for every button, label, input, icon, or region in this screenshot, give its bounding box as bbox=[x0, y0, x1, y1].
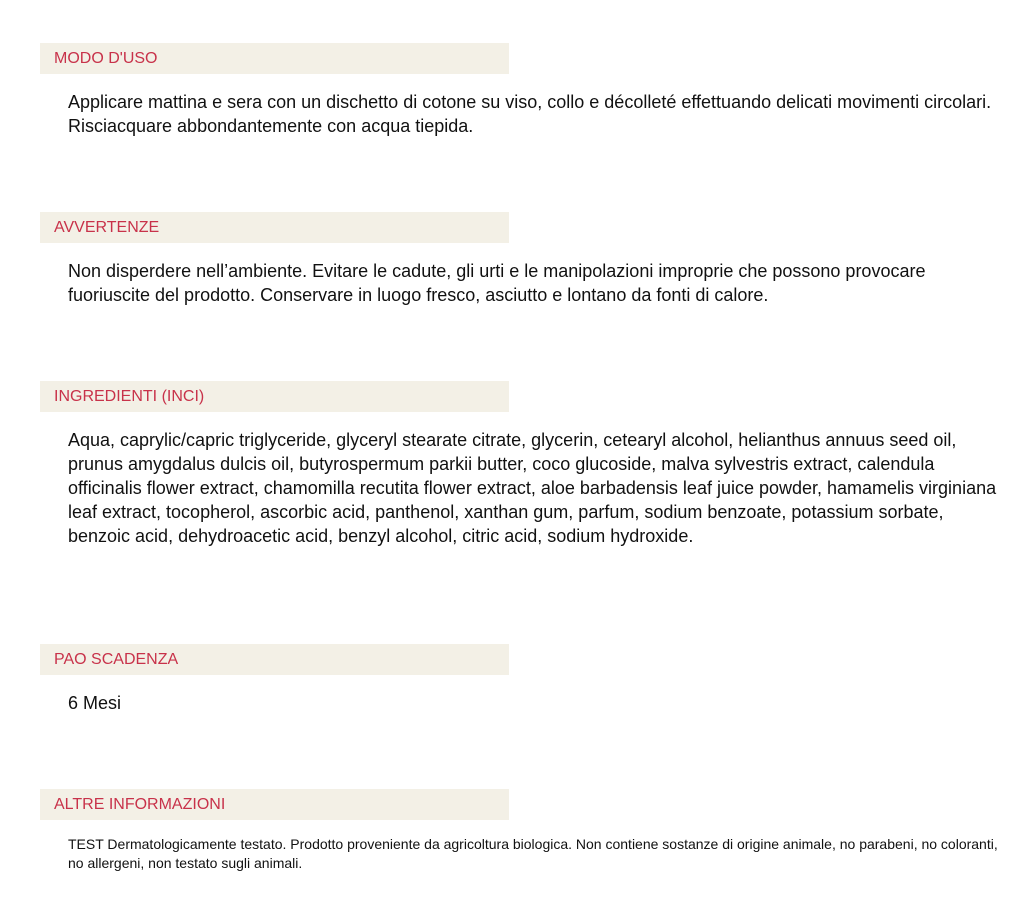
section-text-altre-informazioni: TEST Dermatologicamente testato. Prodotto proveniente da agricoltura biologica. Non contiene sostanze di origine animale, no parabeni, no coloranti, no allergeni, non testato sugli animali. bbox=[68, 836, 998, 871]
section-title-altre-informazioni: ALTRE INFORMAZIONI bbox=[40, 789, 509, 820]
section-text-avvertenze: Non disperdere nell’ambiente. Evitare le cadute, gli urti e le manipolazioni improprie che possono provocare fuoriuscite del prodotto. Conservare in luogo fresco, asciutto e lontano da fonti di calore. bbox=[68, 261, 926, 305]
section-title-ingredienti: INGREDIENTI (INCI) bbox=[40, 381, 509, 412]
section-text-modo-uso: Applicare mattina e sera con un dischetto di cotone su viso, collo e décolleté effettuando delicati movimenti circolari. Risciacquare abbondantemente con acqua tiepida. bbox=[68, 92, 992, 136]
section-title-avvertenze: AVVERTENZE bbox=[40, 212, 509, 243]
section-title-modo-uso: MODO D'USO bbox=[40, 43, 509, 74]
section-title-pao-scadenza: PAO SCADENZA bbox=[40, 644, 509, 675]
section-text-ingredienti: Aqua, caprylic/capric triglyceride, glyceryl stearate citrate, glycerin, cetearyl alcohol, helianthus annuus seed oil, prunus amygdalus dulcis oil, butyrospermum parkii butter, coco glucoside, malva sylvestris extract, calendula officinalis flower extract, chamomilla recutita flower extract, aloe barbadensis leaf juice powder, hamamelis virginiana leaf extract, tocopherol, ascorbic acid, panthenol, xanthan gum, parfum, sodium benzoate, potassium sorbate, benzoic acid, dehydroacetic acid, benzyl alcohol, citric acid, sodium hydroxide. bbox=[68, 430, 997, 546]
section-text-pao-scadenza: 6 Mesi bbox=[68, 693, 122, 713]
